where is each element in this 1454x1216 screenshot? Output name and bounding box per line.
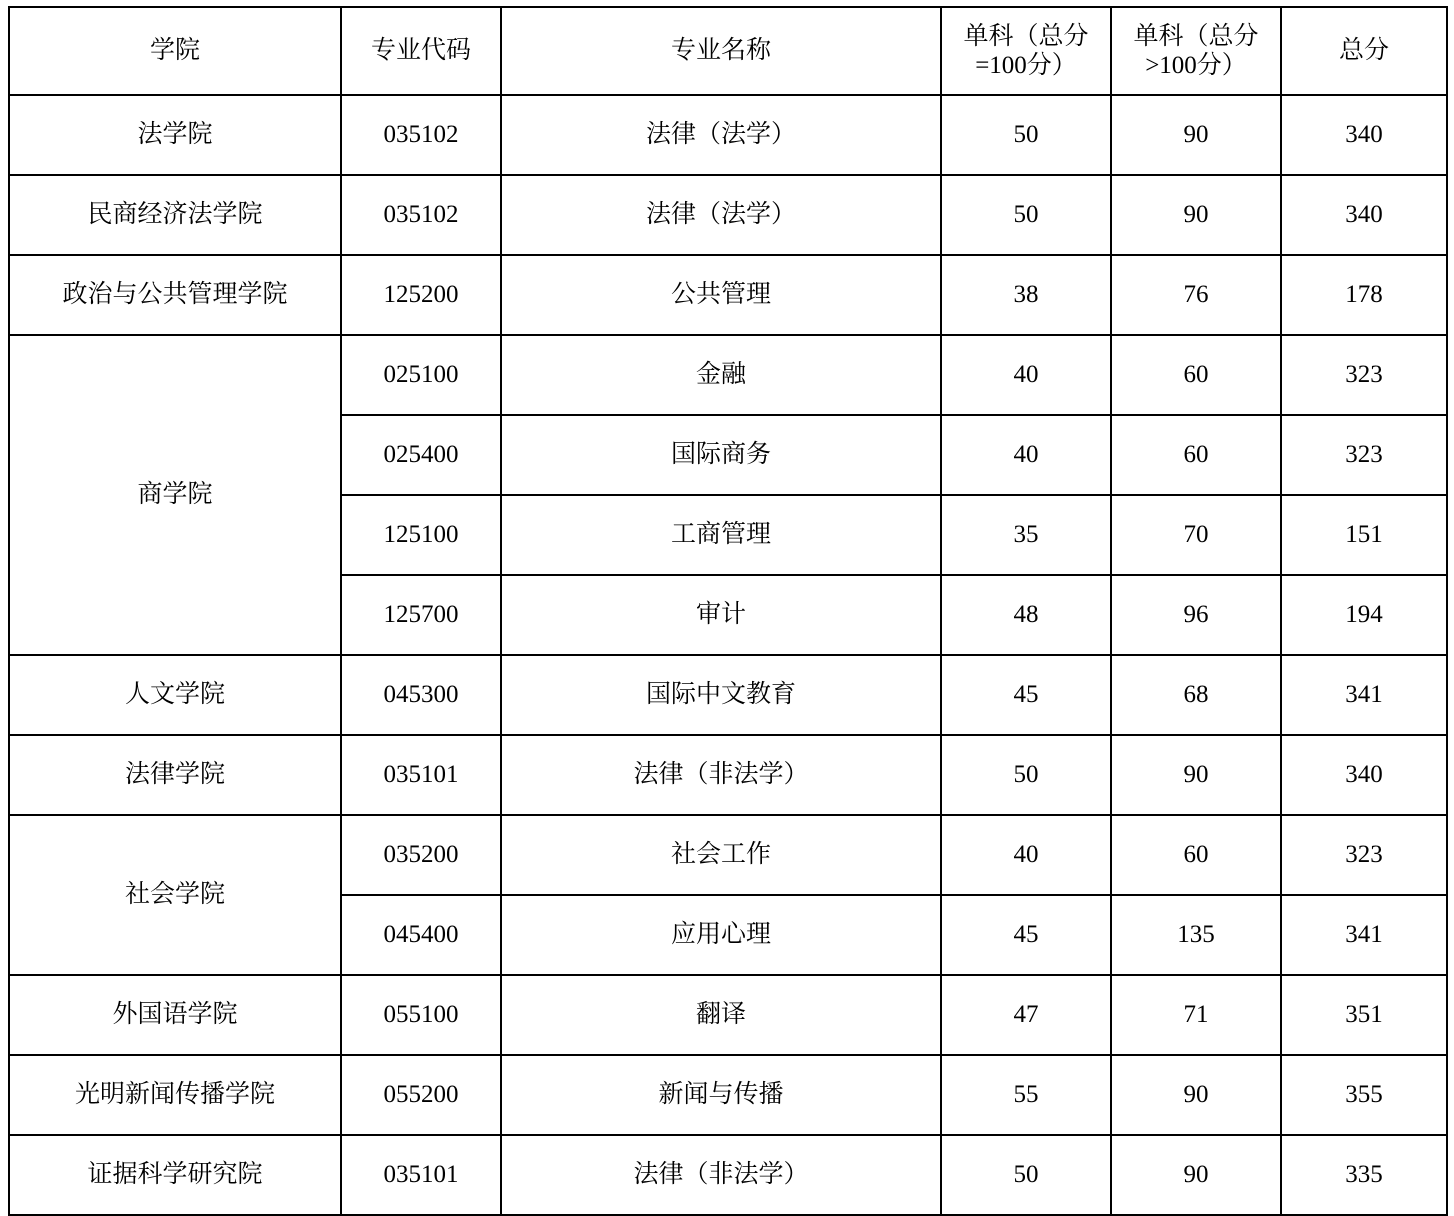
cell-major-code: 035102 xyxy=(341,95,501,175)
cell-single-subject-eq100: 38 xyxy=(941,255,1111,335)
table-row xyxy=(9,655,1447,735)
cell-major-code: 125100 xyxy=(341,495,501,575)
cell-single-subject-eq100: 50 xyxy=(941,735,1111,815)
cell-total-score: 340 xyxy=(1281,735,1447,815)
header-single-subject-gt100 xyxy=(1111,7,1281,95)
cell-major-code: 055200 xyxy=(341,1055,501,1135)
cell-total-score: 323 xyxy=(1281,335,1447,415)
header-single-subject-eq100-line1: 单科（总分 xyxy=(963,22,1089,50)
cell-college: 证据科学研究院 xyxy=(9,1135,341,1215)
cell-single-subject-eq100: 55 xyxy=(941,1055,1111,1135)
cell-major-code: 035200 xyxy=(341,815,501,895)
cell-single-subject-gt100: 60 xyxy=(1111,415,1281,495)
cell-college: 社会学院 xyxy=(9,815,341,975)
table-row xyxy=(9,735,1447,815)
cell-single-subject-eq100: 50 xyxy=(941,1135,1111,1215)
header-single-subject-eq100 xyxy=(941,7,1111,95)
table-body xyxy=(9,95,1447,1215)
cell-single-subject-eq100: 48 xyxy=(941,575,1111,655)
cell-total-score: 341 xyxy=(1281,655,1447,735)
cell-single-subject-eq100: 45 xyxy=(941,655,1111,735)
cell-major-code: 025400 xyxy=(341,415,501,495)
cell-single-subject-gt100: 90 xyxy=(1111,175,1281,255)
table-row xyxy=(9,255,1447,335)
cell-single-subject-eq100: 40 xyxy=(941,815,1111,895)
header-major-code: 专业代码 xyxy=(341,7,501,95)
cell-major-name: 工商管理 xyxy=(501,495,941,575)
cell-total-score: 323 xyxy=(1281,415,1447,495)
cell-major-name: 新闻与传播 xyxy=(501,1055,941,1135)
cell-major-code: 125700 xyxy=(341,575,501,655)
cell-single-subject-gt100: 60 xyxy=(1111,335,1281,415)
cell-college: 法律学院 xyxy=(9,735,341,815)
cell-major-name: 公共管理 xyxy=(501,255,941,335)
cell-total-score: 341 xyxy=(1281,895,1447,975)
cell-single-subject-gt100: 60 xyxy=(1111,815,1281,895)
cell-major-code: 125200 xyxy=(341,255,501,335)
cell-total-score: 355 xyxy=(1281,1055,1447,1135)
cell-total-score: 335 xyxy=(1281,1135,1447,1215)
cell-major-name: 翻译 xyxy=(501,975,941,1055)
cell-college: 民商经济法学院 xyxy=(9,175,341,255)
cell-total-score: 323 xyxy=(1281,815,1447,895)
cell-major-name: 法律（法学） xyxy=(501,175,941,255)
header-college: 学院 xyxy=(9,7,341,95)
table-row xyxy=(9,335,1447,415)
cell-single-subject-eq100: 35 xyxy=(941,495,1111,575)
table-row xyxy=(9,1135,1447,1215)
cell-major-code: 035101 xyxy=(341,735,501,815)
cell-college: 政治与公共管理学院 xyxy=(9,255,341,335)
header-single-subject-gt100-line1: 单科（总分 xyxy=(1133,22,1259,50)
cell-single-subject-gt100: 76 xyxy=(1111,255,1281,335)
cell-single-subject-gt100: 90 xyxy=(1111,95,1281,175)
cell-major-name: 国际商务 xyxy=(501,415,941,495)
cell-total-score: 340 xyxy=(1281,95,1447,175)
cell-single-subject-gt100: 90 xyxy=(1111,1055,1281,1135)
cell-single-subject-gt100: 135 xyxy=(1111,895,1281,975)
cell-major-code: 045400 xyxy=(341,895,501,975)
admission-score-table xyxy=(8,6,1448,1216)
cell-single-subject-eq100: 45 xyxy=(941,895,1111,975)
cell-single-subject-gt100: 90 xyxy=(1111,735,1281,815)
header-total-score: 总分 xyxy=(1281,7,1447,95)
cell-college: 光明新闻传播学院 xyxy=(9,1055,341,1135)
cell-single-subject-eq100: 40 xyxy=(941,415,1111,495)
cell-total-score: 340 xyxy=(1281,175,1447,255)
cell-college: 外国语学院 xyxy=(9,975,341,1055)
cell-major-code: 055100 xyxy=(341,975,501,1055)
cell-major-name: 应用心理 xyxy=(501,895,941,975)
table-row xyxy=(9,1055,1447,1135)
cell-single-subject-gt100: 96 xyxy=(1111,575,1281,655)
cell-single-subject-gt100: 90 xyxy=(1111,1135,1281,1215)
cell-total-score: 351 xyxy=(1281,975,1447,1055)
table-row xyxy=(9,95,1447,175)
header-major-name: 专业名称 xyxy=(501,7,941,95)
cell-major-code: 045300 xyxy=(341,655,501,735)
header-single-subject-gt100-line2: >100分） xyxy=(1145,52,1247,79)
table-header xyxy=(9,7,1447,95)
cell-college: 人文学院 xyxy=(9,655,341,735)
cell-single-subject-gt100: 71 xyxy=(1111,975,1281,1055)
cell-single-subject-gt100: 68 xyxy=(1111,655,1281,735)
cell-major-code: 035102 xyxy=(341,175,501,255)
cell-total-score: 194 xyxy=(1281,575,1447,655)
cell-college: 法学院 xyxy=(9,95,341,175)
cell-major-name: 法律（法学） xyxy=(501,95,941,175)
cell-single-subject-eq100: 47 xyxy=(941,975,1111,1055)
cell-single-subject-gt100: 70 xyxy=(1111,495,1281,575)
cell-major-name: 法律（非法学） xyxy=(501,1135,941,1215)
cell-major-name: 法律（非法学） xyxy=(501,735,941,815)
cell-total-score: 151 xyxy=(1281,495,1447,575)
table-row xyxy=(9,815,1447,895)
cell-college: 商学院 xyxy=(9,335,341,655)
cell-single-subject-eq100: 40 xyxy=(941,335,1111,415)
cell-total-score: 178 xyxy=(1281,255,1447,335)
table-row xyxy=(9,975,1447,1055)
table-header-row xyxy=(9,7,1447,95)
cell-major-code: 025100 xyxy=(341,335,501,415)
cell-single-subject-eq100: 50 xyxy=(941,95,1111,175)
cell-major-name: 金融 xyxy=(501,335,941,415)
table-row xyxy=(9,175,1447,255)
cell-major-name: 审计 xyxy=(501,575,941,655)
cell-major-name: 社会工作 xyxy=(501,815,941,895)
cell-single-subject-eq100: 50 xyxy=(941,175,1111,255)
cell-major-code: 035101 xyxy=(341,1135,501,1215)
cell-major-name: 国际中文教育 xyxy=(501,655,941,735)
header-single-subject-eq100-line2: =100分） xyxy=(975,52,1077,79)
